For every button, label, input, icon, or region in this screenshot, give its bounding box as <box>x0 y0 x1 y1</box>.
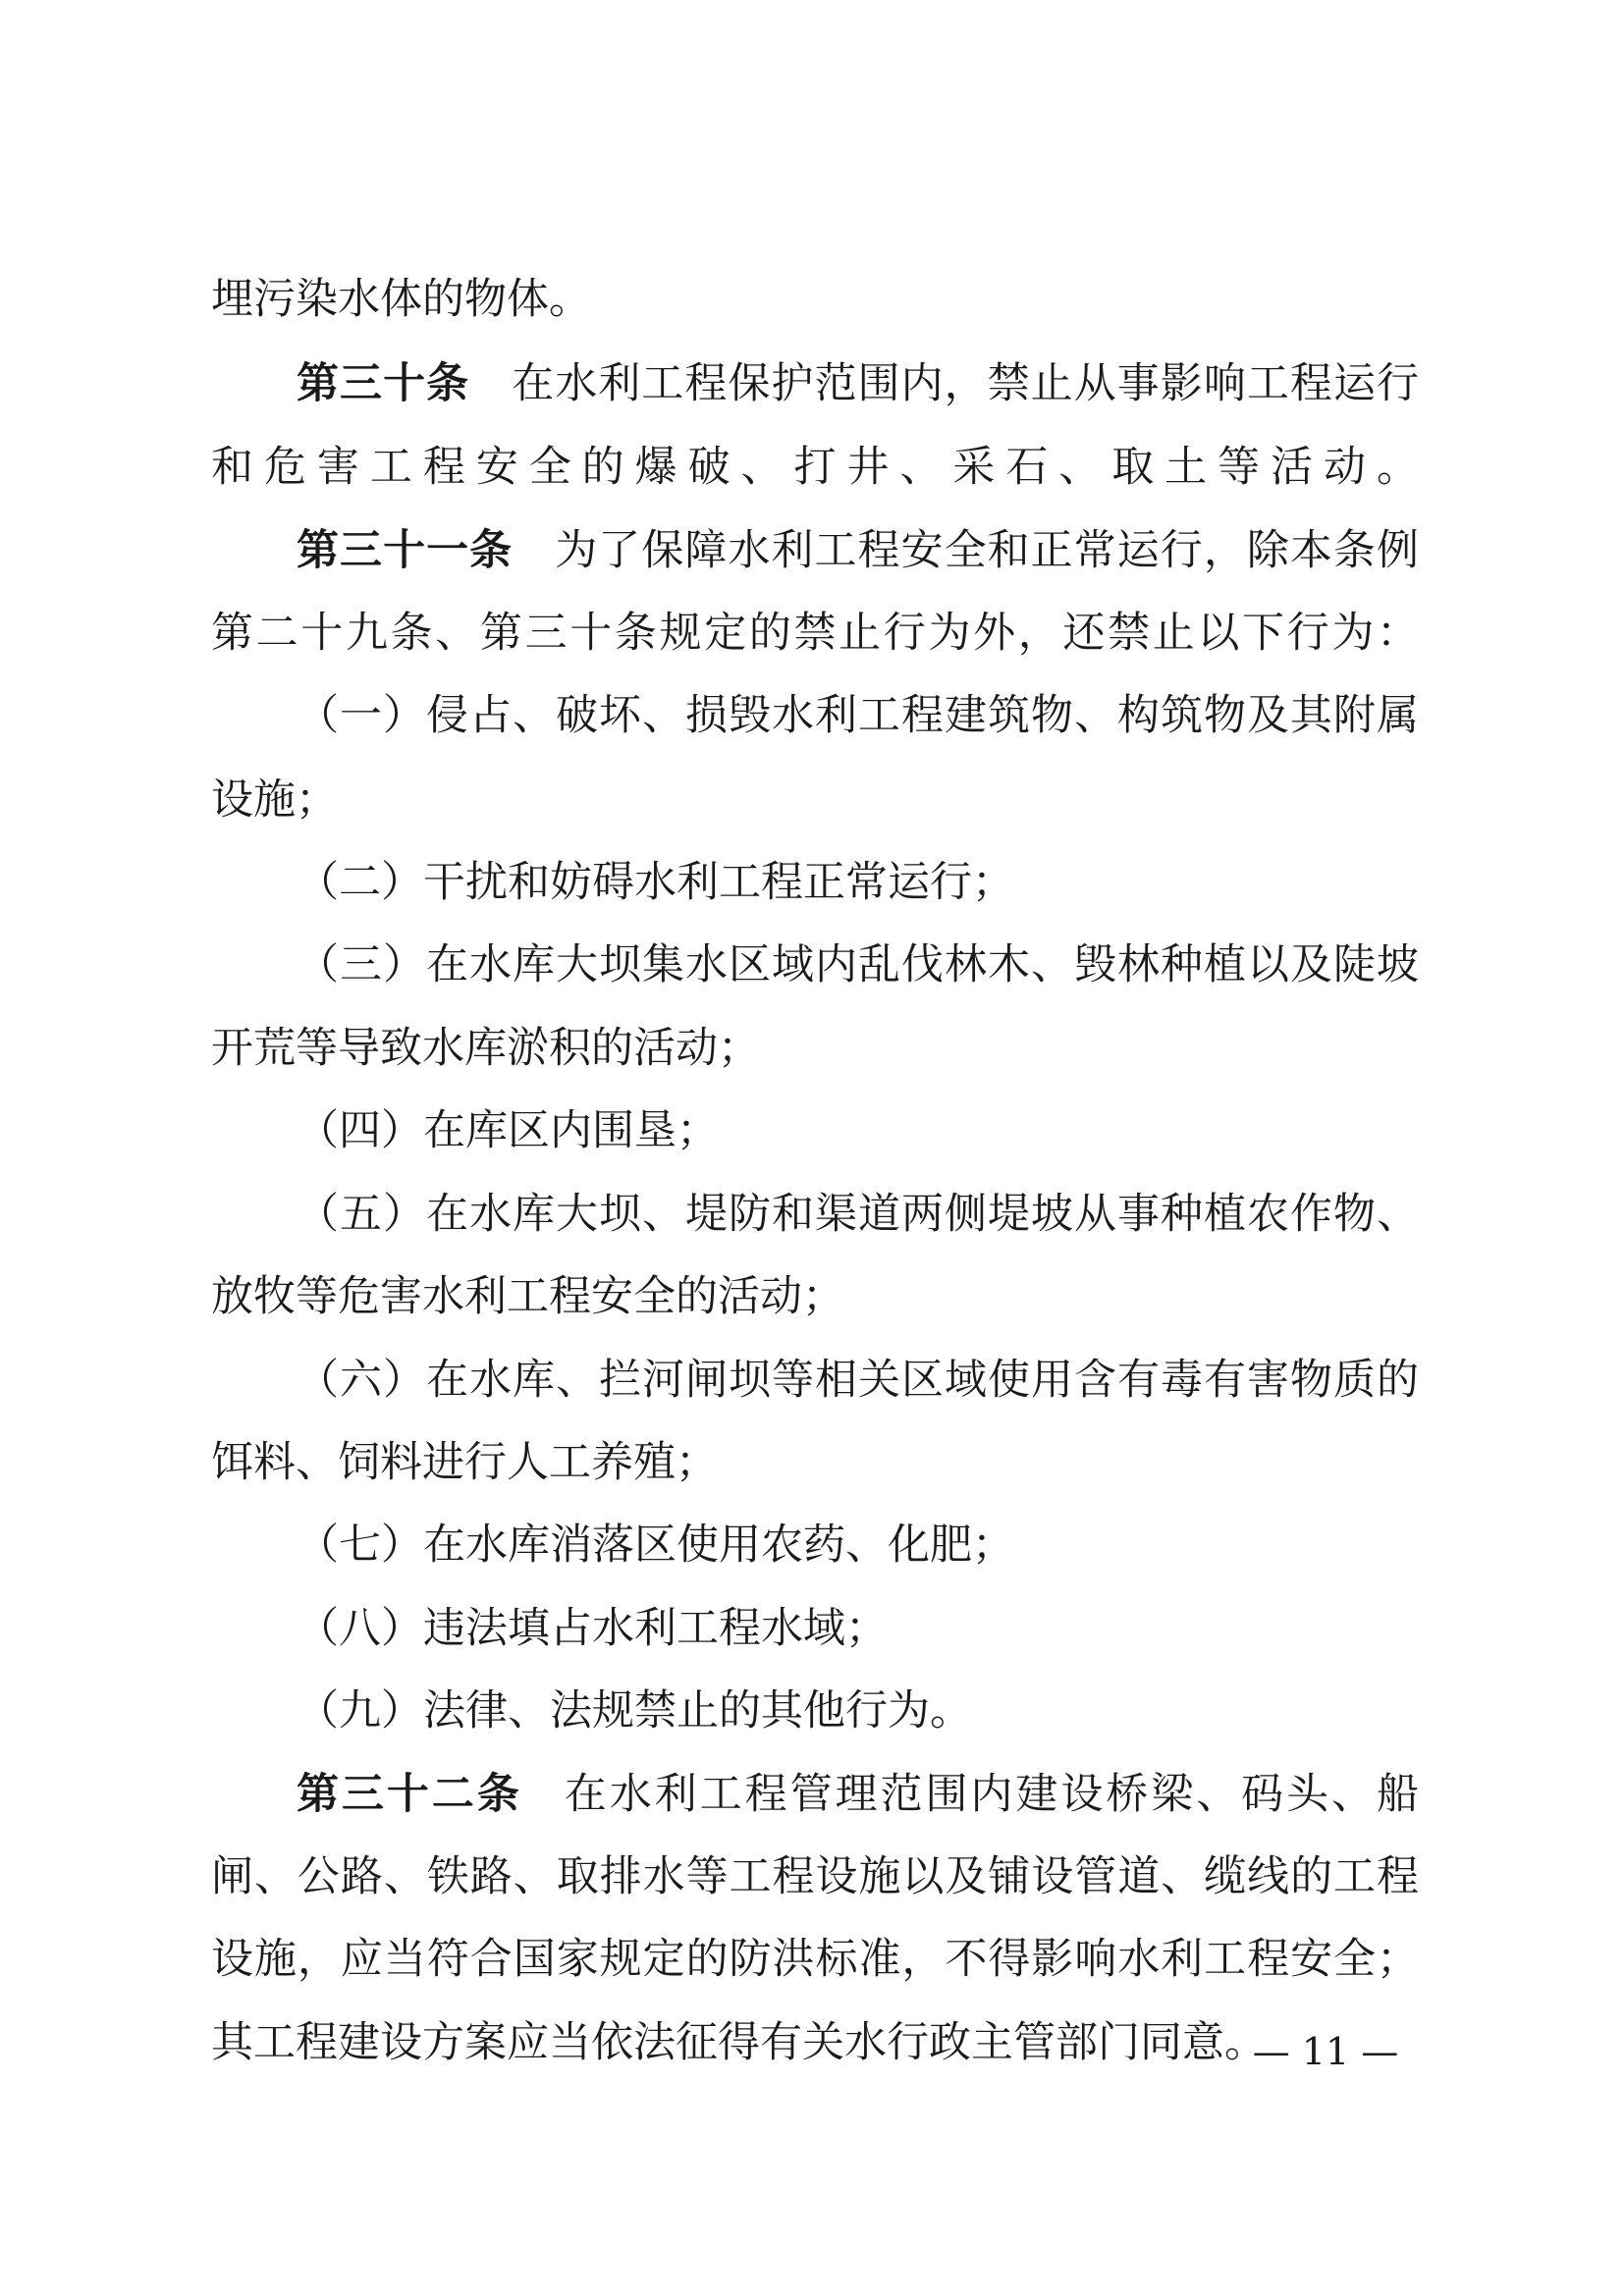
line-text: （七）在水库消落区使用农药、化肥； <box>297 1521 1014 1570</box>
line-text: 开荒等导致水库淤积的活动； <box>211 1024 760 1073</box>
line-text: 埋污染水体的物体。 <box>211 275 591 324</box>
article-30-heading-line <box>297 349 1419 418</box>
line-text: 放牧等危害水利工程安全的活动； <box>211 1272 844 1321</box>
list-item-line <box>297 681 1419 750</box>
text-line <box>211 265 1419 334</box>
line-text: （一）侵占、破坏、损毁水利工程建筑物、构筑物及其附属 <box>297 691 1419 740</box>
line-text: 第二十九条、第三十条规定的禁止行为外，还禁止以下行为： <box>211 609 1419 658</box>
list-item-line <box>297 1594 1419 1663</box>
text-line <box>211 1262 1419 1331</box>
list-item-line <box>297 1096 1419 1165</box>
text-line <box>211 433 1419 502</box>
article-31-heading-line <box>297 516 1419 585</box>
text-line <box>211 1014 1419 1083</box>
text-line <box>211 599 1419 667</box>
line-text: （三）在水库大坝集水区域内乱伐林木、毁林种植以及陡坡 <box>297 940 1419 989</box>
list-item-line <box>297 931 1419 999</box>
article-label: 第三十二条 <box>297 1770 522 1819</box>
article-label: 第三十条 <box>297 359 470 408</box>
line-text: 在水利工程保护范围内，禁止从事影响工程运行 <box>512 359 1419 408</box>
list-item-line <box>297 848 1419 917</box>
text-line <box>211 1925 1419 1994</box>
line-text: （九）法律、法规禁止的其他行为。 <box>297 1686 972 1735</box>
text-line <box>211 1428 1419 1497</box>
line-text: 设施； <box>211 775 338 825</box>
line-text: （四）在库区内围垦； <box>297 1106 719 1155</box>
line-text: （二）干扰和妨碍水利工程正常运行； <box>297 858 1014 907</box>
article-32-heading-line <box>297 1760 1419 1829</box>
line-text: 其工程建设方案应当依法征得有关水行政主管部门同意。 <box>211 2018 1267 2067</box>
line-text: 闸、公路、铁路、取排水等工程设施以及铺设管道、缆线的工程 <box>211 1852 1419 1901</box>
list-item-line <box>297 1180 1419 1249</box>
list-item-line <box>297 1511 1419 1579</box>
page-number: — 11 — <box>1252 2030 1399 2073</box>
line-text: 在水利工程管理范围内建设桥梁、码头、船 <box>564 1770 1419 1819</box>
list-item-line <box>297 1677 1419 1745</box>
article-label: 第三十一条 <box>297 526 514 575</box>
line-text: 和危害工程安全的爆破、打井、采石、取土等活动。 <box>211 443 1419 492</box>
line-text: （六）在水库、拦河闸坝等相关区域使用含有毒有害物质的 <box>297 1356 1419 1405</box>
list-item-line <box>297 1346 1419 1415</box>
text-line <box>211 1842 1419 1911</box>
line-text: 饵料、饲料进行人工养殖； <box>211 1438 718 1487</box>
text-line <box>211 766 1419 834</box>
line-text: 设施，应当符合国家规定的防洪标准，不得影响水利工程安全； <box>211 1935 1419 1984</box>
line-text: （八）违法填占水利工程水域； <box>297 1604 888 1653</box>
line-text: 为了保障水利工程安全和正常运行，除本条例 <box>555 526 1419 575</box>
line-text: （五）在水库大坝、堤防和渠道两侧堤坡从事种植农作物、 <box>297 1190 1419 1239</box>
